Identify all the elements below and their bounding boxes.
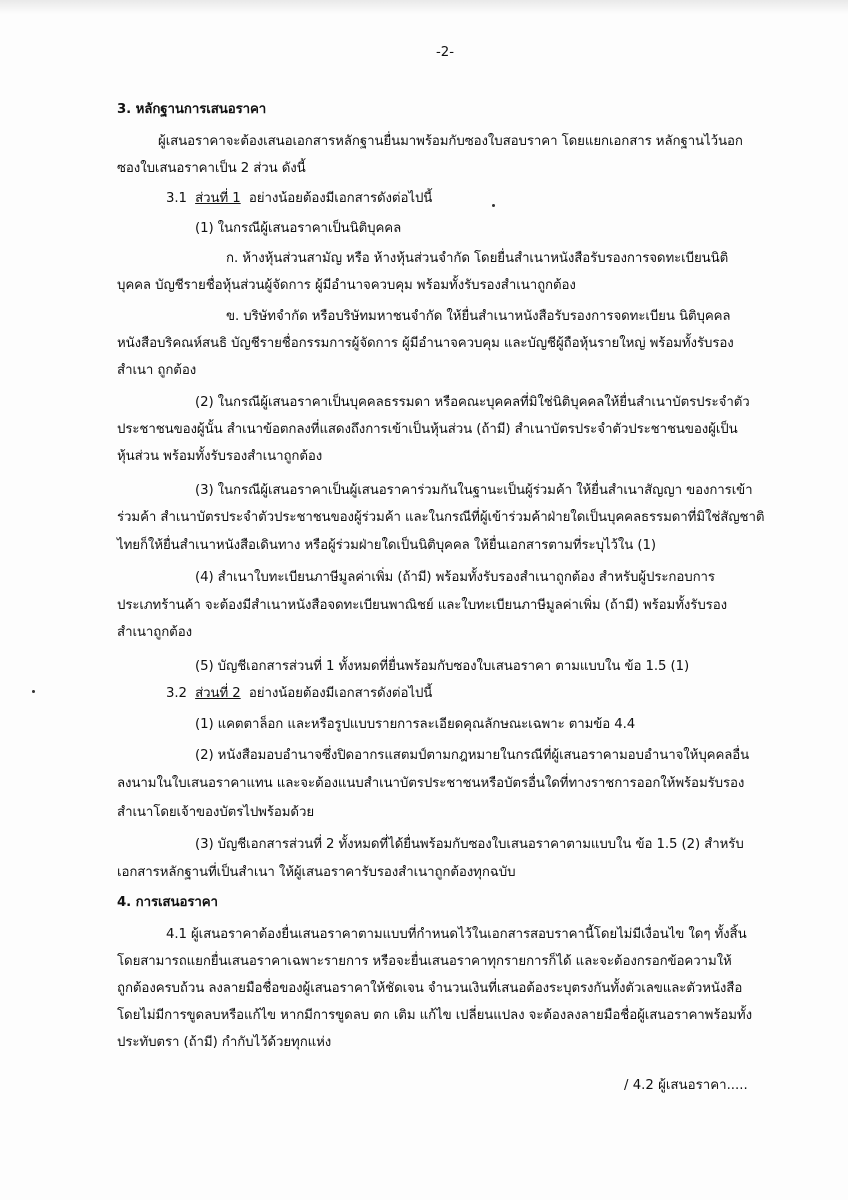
scan-speck: [492, 204, 495, 207]
scan-speck: [32, 690, 35, 693]
part-1-label: ส่วนที่ 1: [195, 191, 241, 206]
footer-continuation: / 4.2 ผู้เสนอราคา.....: [624, 1078, 748, 1093]
part-1-item-1b-line-2: หนังสือบริคณห์สนธิ บัญชีรายชื่อกรรมการผู้จัดการ ผู้มีอำนาจควบคุม และบัญชีผู้ถือหุ้นรายใหญ่ พร้อมทั้งรับรอง: [117, 336, 734, 351]
part-2-item-1: (1) แคตตาล็อก และหรือรูปแบบรายการละเอียดคุณลักษณะเฉพาะ ตามข้อ 4.4: [195, 717, 636, 732]
part-2-item-3-line-2: เอกสารหลักฐานที่เป็นสำเนา ให้ผู้เสนอราคารับรองสำเนาถูกต้องทุกฉบับ: [117, 865, 516, 880]
part-1-item-4-line-1: (4) สำเนาใบทะเบียนภาษีมูลค่าเพิ่ม (ถ้ามี) พร้อมทั้งรับรองสำเนาถูกต้อง สำหรับผู้ประกอบการ: [195, 570, 715, 585]
part-2-item-2-line-3: สำเนาโดยเจ้าของบัตรไปพร้อมด้วย: [117, 805, 315, 820]
part-2-label: ส่วนที่ 2: [195, 686, 241, 701]
section-3-intro-line-2: ซองใบเสนอราคาเป็น 2 ส่วน ดังนี้: [117, 161, 306, 176]
section-4-heading: 4. การเสนอราคา: [117, 895, 218, 910]
part-1-item-5: (5) บัญชีเอกสารส่วนที่ 1 ทั้งหมดที่ยื่นพร้อมกับซองใบเสนอราคา ตามแบบใน ข้อ 1.5 (1): [195, 659, 690, 674]
part-1-text: อย่างน้อยต้องมีเอกสารดังต่อไปนี้: [248, 191, 433, 206]
part-2-item-3-line-1: (3) บัญชีเอกสารส่วนที่ 2 ทั้งหมดที่ได้ยื่นพร้อมกับซองใบเสนอราคาตามแบบใน ข้อ 1.5 (2) สำหรับ: [195, 837, 744, 852]
part-2-item-2-line-1: (2) หนังสือมอบอำนาจซึ่งปิดอากรแสตมป์ตามกฎหมายในกรณีที่ผู้เสนอราคามอบอำนาจให้บุคคลอื่น: [195, 748, 750, 763]
part-1-item-2-line-2: ประชาชนของผู้นั้น สำเนาข้อตกลงที่แสดงถึงการเข้าเป็นหุ้นส่วน (ถ้ามี) สำเนาบัตรประจำตัวประชาชนของผู้เป็น: [117, 422, 738, 437]
section-4-1-line-4: โดยไม่มีการขูดลบหรือแก้ไข หากมีการขูดลบ ตก เติม แก้ไข เปลี่ยนแปลง จะต้องลงลายมือชื่อผู้เสนอราคาพร้อมทั้ง: [117, 1008, 752, 1023]
part-2-item-2-line-2: ลงนามในใบเสนอราคาแทน และจะต้องแนบสำเนาบัตรประชาชนหรือบัตรอื่นใดที่ทางราชการออกให้พร้อมรับรอง: [117, 776, 745, 791]
section-4-1-line-3: ถูกต้องครบถ้วน ลงลายมือชื่อของผู้เสนอราคาให้ชัดเจน จำนวนเงินที่เสนอต้องระบุตรงกันทั้งตัวเลขและตัวหนังสือ: [117, 981, 743, 996]
part-1-item-1a-line-2: บุคคล บัญชีรายชื่อหุ้นส่วนผู้จัดการ ผู้มีอำนาจควบคุม พร้อมทั้งรับรองสำเนาถูกต้อง: [117, 278, 576, 293]
section-3-heading: 3. หลักฐานการเสนอราคา: [117, 102, 267, 117]
part-1-item-1a-line-1: ก. ห้างหุ้นส่วนสามัญ หรือ ห้างหุ้นส่วนจำกัด โดยยื่นสำเนาหนังสือรับรองการจดทะเบียนนิติ: [226, 251, 729, 266]
section-4-1-line-5: ประทับตรา (ถ้ามี) กำกับไว้ด้วยทุกแห่ง: [117, 1035, 332, 1050]
part-2-text: อย่างน้อยต้องมีเอกสารดังต่อไปนี้: [248, 686, 433, 701]
part-1-item-1-title: (1) ในกรณีผู้เสนอราคาเป็นนิติบุคคล: [195, 221, 402, 236]
part-2-heading: [166, 685, 432, 703]
section-4-1-line-1: 4.1 ผู้เสนอราคาต้องยื่นเสนอราคาตามแบบที่กำหนดไว้ในเอกสารสอบราคานี้โดยไม่มีเงื่อนไข ใดๆ ทั้งสิ้น: [166, 927, 747, 942]
part-1-heading: [166, 190, 432, 208]
scan-edge: [0, 0, 848, 14]
part-1-item-3-line-2: ร่วมค้า สำเนาบัตรประจำตัวประชาชนของผู้ร่วมค้า และในกรณีที่ผู้เข้าร่วมค้าฝ่ายใดเป็นบุคคลธรรมดาที่มิใช่สัญชาติ: [117, 510, 765, 525]
section-3-intro-line-1: ผู้เสนอราคาจะต้องเสนอเอกสารหลักฐานยื่นมาพร้อมกับซองใบสอบราคา โดยแยกเอกสาร หลักฐานไว้นอก: [158, 134, 743, 149]
part-1-item-2-line-1: (2) ในกรณีผู้เสนอราคาเป็นบุคคลธรรมดา หรือคณะบุคคลที่มิใช่นิติบุคคลให้ยื่นสำเนาบัตรประจำตัว: [195, 395, 750, 410]
page-number: -2-: [436, 45, 455, 60]
part-1-item-2-line-3: หุ้นส่วน พร้อมทั้งรับรองสำเนาถูกต้อง: [117, 449, 323, 464]
part-2-number: 3.2: [166, 686, 187, 701]
part-1-item-3-line-3: ไทยก็ให้ยื่นสำเนาหนังสือเดินทาง หรือผู้ร่วมฝ่ายใดเป็นนิติบุคคล ให้ยื่นเอกสารตามที่ระบุไว้ใน (1): [117, 538, 656, 553]
part-1-item-4-line-3: สำเนาถูกต้อง: [117, 625, 192, 640]
part-1-item-1b-line-1: ข. บริษัทจำกัด หรือบริษัทมหาชนจำกัด ให้ยื่นสำเนาหนังสือรับรองการจดทะเบียน นิติบุคคล: [226, 309, 731, 324]
part-1-item-4-line-2: ประเภทร้านค้า จะต้องมีสำเนาหนังสือจดทะเบียนพาณิชย์ และใบทะเบียนภาษีมูลค่าเพิ่ม (ถ้ามี) พร้อมทั้งรับรอง: [117, 598, 727, 613]
part-1-item-3-line-1: (3) ในกรณีผู้เสนอราคาเป็นผู้เสนอราคาร่วมกันในฐานะเป็นผู้ร่วมค้า ให้ยื่นสำเนาสัญญา ของการเข้า: [195, 483, 753, 498]
section-4-1-line-2: โดยสามารถแยกยื่นเสนอราคาเฉพาะรายการ หรือจะยื่นเสนอราคาทุกรายการก็ได้ และจะต้องกรอกข้อความให้: [117, 954, 732, 969]
part-1-item-1b-line-3: สำเนา ถูกต้อง: [117, 363, 197, 378]
part-1-number: 3.1: [166, 191, 187, 206]
